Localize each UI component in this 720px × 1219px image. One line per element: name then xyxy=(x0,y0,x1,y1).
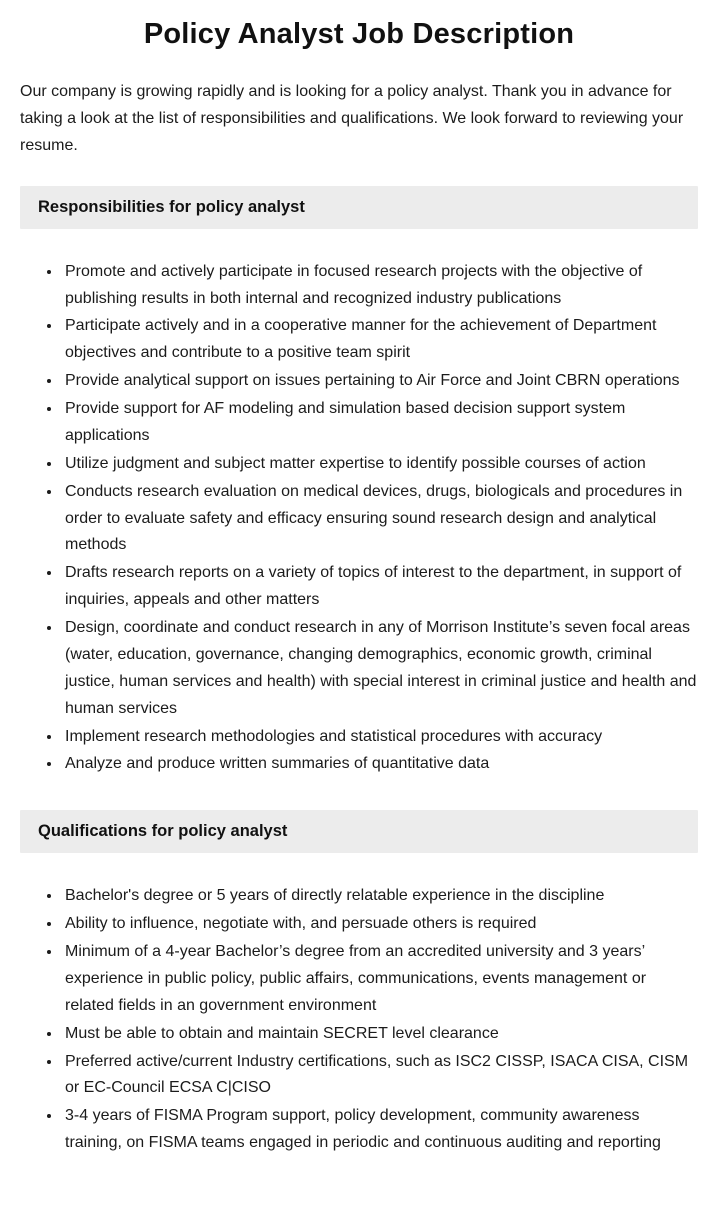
list-item: • Ability to influence, negotiate with, and persuade others is required xyxy=(62,911,698,938)
page-title: Policy Analyst Job Description xyxy=(143,18,575,50)
list-item: • Provide analytical support on issues pertaining to Air Force and Joint CBRN operations xyxy=(62,368,698,395)
list-item: • Implement research methodologies and statistical procedures with accuracy xyxy=(62,724,698,751)
list-item: • Must be able to obtain and maintain SECRET level clearance xyxy=(62,1021,698,1048)
responsibilities-heading: Responsibilities for policy analyst xyxy=(20,186,698,229)
list-item: • Conducts research evaluation on medical devices, drugs, biologicals and procedures in order to evaluate safety and efficacy ensuring sound research design and analytical methods xyxy=(62,479,698,560)
qualifications-section xyxy=(20,810,698,1157)
responsibilities-section xyxy=(20,186,698,779)
intro-paragraph: Our company is growing rapidly and is looking for a policy analyst. Thank you in advance for taking a look at the list of responsibilities and qualifications. We look forward to reviewing your resume. xyxy=(20,83,684,154)
responsibilities-list xyxy=(20,259,698,779)
list-item: • Drafts research reports on a variety of topics of interest to the department, in support of inquiries, appeals and other matters xyxy=(62,560,698,614)
list-item: • Bachelor's degree or 5 years of directly relatable experience in the discipline xyxy=(62,883,698,910)
list-item: • Promote and actively participate in focused research projects with the objective of publishing results in both internal and recognized industry publications xyxy=(62,259,698,313)
qualifications-heading: Qualifications for policy analyst xyxy=(20,810,698,853)
list-item: • Provide support for AF modeling and simulation based decision support system applications xyxy=(62,396,698,450)
list-item: • Participate actively and in a cooperative manner for the achievement of Department objectives and contribute to a positive team spirit xyxy=(62,313,698,367)
list-item: • Utilize judgment and subject matter expertise to identify possible courses of action xyxy=(62,451,698,478)
list-item: • Minimum of a 4-year Bachelor’s degree from an accredited university and 3 years’ experience in public policy, public affairs, communications, events management or related fields in an government environment xyxy=(62,939,698,1020)
list-item: • Preferred active/current Industry certifications, such as ISC2 CISSP, ISACA CISA, CISM or EC-Council ECSA C|CISO xyxy=(62,1049,698,1103)
qualifications-list xyxy=(20,883,698,1157)
list-item: • 3-4 years of FISMA Program support, policy development, community awareness training, on FISMA teams engaged in periodic and continuous auditing and reporting xyxy=(62,1103,698,1157)
list-item: • Design, coordinate and conduct research in any of Morrison Institute’s seven focal areas (water, education, governance, changing demographics, economic growth, criminal justice, human services and health) with special interest in criminal justice and health and human services xyxy=(62,615,698,723)
list-item: • Analyze and produce written summaries of quantitative data xyxy=(62,751,698,778)
